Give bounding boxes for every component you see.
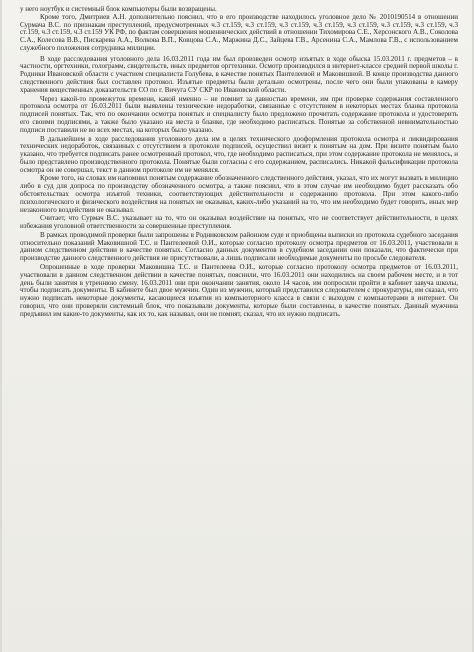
paragraph: Кроме того, на словах им напомнил понятым содержание обозначенного следственного действия, указал, что их могут вызвать в милицию либо в суд для допроса по производству обозначенного осмотра, а также пояснил, что в этом случае им необходимо будет рассказать обо обстоятельствах осмотра изъятой техники, соответствующих действительности и содержанию протокола. При этом какого-либо психологического и физического воздействия на понятых не оказывал, каких-либо указаний на то, что им необходимо будет говорить, иных мер незаконного воздействия не оказывал. (20, 174, 458, 214)
paragraph: В ходе расследования уголовного дела 16.03.2011 года им был произведен осмотр изъятых в ходе обыска 15.03.2011 г. предметов – в частности, оргтехники, голограмм, свидетельств, иных предметов оргтехники. Осмотр производился в интернет-классе средней первой школы г. Родники Ивановской области с участием специалиста Голубева, в качестве понятых Пантелеевой и Маковишной. В конце производства данного следственного действия был составлен протокол. Изъятые предметы были детально осмотрены, после чего они были упакованы в камеру хранения вещественных доказательств СО по г. Вичуга СУ СКР по Ивановской области. (20, 54, 458, 94)
paragraph: Опрошенные в ходе проверки Маковишна Т.С. и Пантелеева О.И., которые согласно протоколу осмотра предметов от 16.03.2011, участвовали в данном следственном действии в качестве понятых, пояснили, что 16.03.2011 они находились на своем рабочем месте, и в тот день были занятия в утреннюю смену. 16.03.2011 они при окончании занятия, около 14 часов, им попросили пройти в кабинет завуча школы, чтобы подписать документы. В кабинете был двое мужчин. Один из мужчин, который представился следователем с прокуратуры, им сказал, что нужно подписать некоторые документы, касающиеся изъятия из компьютерного класса в связи с выходом с компьютерами в интернет. Он говорил, что они проверяли системный блок, что показывали документы, которые были составлены, в качестве понятых. Данный мужчина предъявил им какие-то документы, как их то, как называл, они не помнят, сказал, что их нужно подписать. (20, 263, 458, 318)
paragraph: у него ноутбук и системный блок компьютеры были возвращены. (20, 5, 217, 13)
paragraph: В дальнейшем в ходе расследования уголовного дела им в целях технического дооформления протокола осмотра и ликвидирования технических недоработок, связанных с отсутствием в протоколе подписей, осуществил визит к понятым на дом. При визите понятым было указано, что требуется подписать ранее осмотренный протокол, что, где необходимо расписаться, при этом содержание протокола не менялось, и было представлено производственного протокола. Понятые были согласны с его содержанием, расписались. Никакой фальсификации протокола осмотра он не совершал, текст в данном протоколе им не менялся. (20, 134, 458, 174)
paragraph: Считает, что Сурмач В.С. указывает на то, что он оказывал воздействие на понятых, что не соответствует действительности, в целях избежания уголовной ответственности за совершенные преступления. (20, 214, 458, 231)
paragraph: Через какой-то промежуток времени, какой именно – не помнит за давностью времени, им при проверке содержания составленного протокола осмотра от 16.03.2011 были выявлены технические недоработки, связанные с отсутствием в некоторых местах бланка протокола подписей понятых. Так, что по окончании осмотра понятых и специалисту было предложено прочитать содержание протокола и удостоверить его своими подписями, а также было указано на места в бланке, где необходимо расписаться. Понятые за собственной невнимательностью подписи поставили не во всех местах, на которых было указано. (20, 94, 458, 134)
paragraph: Кроме того, Дмитриев А.Н. дополнительно пояснил, что в его производстве находилось уголовное дело № 2010190514 в отношении Сурмача В.С. по признакам преступлений, предусмотренных ч.3 ст.159, ч.3 ст.159, ч.3 ст.159, ч.3 ст.159, ч.3 ст.159, ч.3 ст.159, ч.3 ст.159, ч.3 ст.159, ч.3 ст.159, ч.3 ст.159 УК РФ, по фактам совершения мошеннических действий в отношении Тихомирова С.Е., Херсонского А.В., Соколова С.А., Колесова В.В., Пискарева А.А., Волкова В.П., Ковцова С.А., Маржина Д.С., Зайцева Г.В., Арсенина С.А., Мамлова Г.В., с использованием служебного положения сотрудника милиции. (20, 12, 458, 52)
document-page (2, 0, 472, 652)
paragraph: В рамках проводимой проверки были запрошены в Родниковском районном суде и приобщены выписки из протокола судебного заседания относительно показаний Маковишной Т.С. и Пантелеевой О.И., которые согласно протоколу осмотра предметов от 16.03.2011, участвовали в данном следственном действии в качестве понятых. Согласно данных документов в судебном заседании они показали, что фактически при производстве данного следственного действия не присутствовали, а лишь подписали необходимые документы по просьбе следователя. (20, 230, 458, 263)
document-body (20, 6, 458, 318)
